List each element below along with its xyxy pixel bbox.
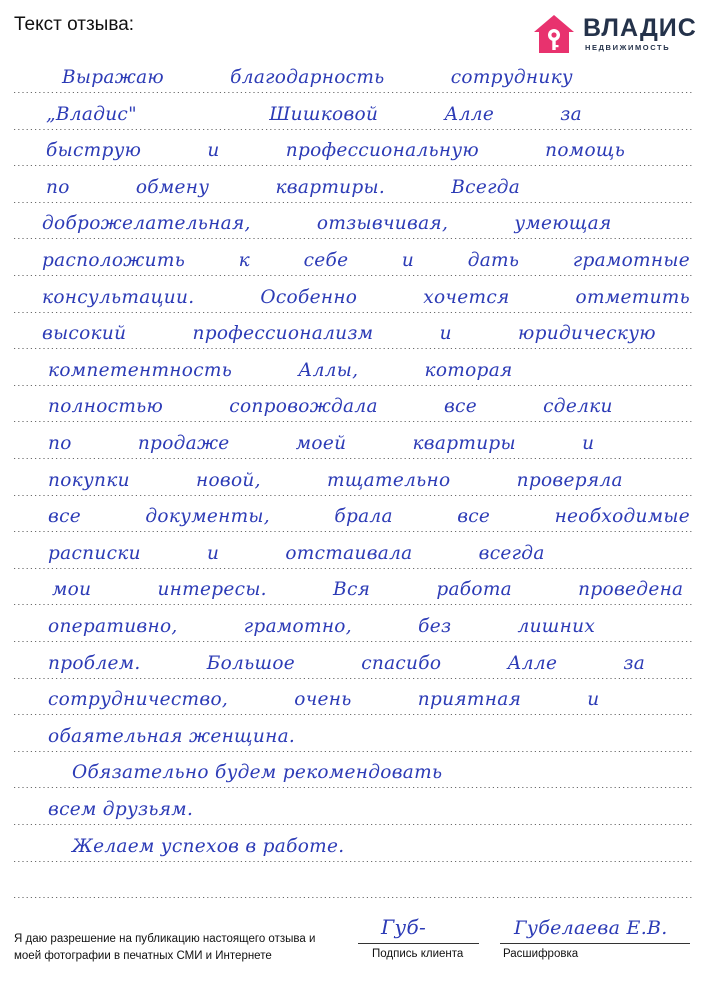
handwritten-line: всем друзьям.	[48, 799, 194, 820]
handwritten-line: „Владис" Шишковой Алле за	[46, 103, 583, 125]
signature-line	[358, 943, 479, 944]
handwritten-line: расписки и отстаивала всегда	[48, 542, 545, 564]
handwritten-line: полностью сопровождала все сделки	[48, 396, 613, 418]
handwritten-line: быструю и профессиональную помощь	[46, 140, 626, 162]
signature-decipher-value: Губелаева Е.В.	[514, 917, 668, 939]
handwritten-line: все документы, брала все необходимые	[48, 506, 690, 528]
handwritten-line: Обязательно будем рекомендовать	[72, 762, 443, 784]
handwritten-line: сотрудничество, очень приятная и	[48, 689, 600, 711]
handwritten-line: Выражаю благодарность сотруднику	[62, 67, 573, 88]
handwritten-line: по продаже моей квартиры и	[48, 433, 595, 454]
handwritten-line: обаятельная женщина.	[48, 725, 296, 747]
handwritten-line: Желаем успехов в работе.	[72, 835, 345, 857]
brand-name: ВЛАДИС	[583, 14, 697, 42]
client-signature: Губ-	[381, 915, 427, 939]
handwritten-line: оперативно, грамотно, без лишних	[48, 616, 596, 637]
signature-caption: Подпись клиента	[372, 948, 464, 960]
decipher-caption: Расшифровка	[503, 948, 579, 960]
handwritten-line: высокий профессионализм и юридическую	[42, 323, 656, 345]
handwritten-line: проблем. Большое спасибо Алле за	[48, 652, 646, 674]
handwritten-line: покупки новой, тщательно проверяла	[48, 469, 623, 491]
handwritten-line: мои интересы. Вся работа проведена	[52, 579, 684, 601]
handwritten-line: доброжелательная, отзывчивая, умеющая	[42, 213, 612, 235]
brand-tagline: НЕДВИЖИМОСТЬ	[585, 43, 671, 52]
handwritten-line: расположить к себе и дать грамотные	[42, 250, 690, 271]
form-title: Текст отзыва:	[14, 14, 135, 35]
publication-consent-text: Я даю разрешение на публикацию настоящего отзыва и моей фотографии в печатных СМИ и Интернете	[14, 933, 316, 962]
decipher-line	[500, 943, 690, 944]
handwritten-line: консультации. Особенно хочется отметить	[42, 286, 690, 308]
handwritten-line: компетентность Аллы, которая	[48, 359, 513, 381]
handwritten-line: по обмену квартиры. Всегда	[46, 176, 521, 198]
